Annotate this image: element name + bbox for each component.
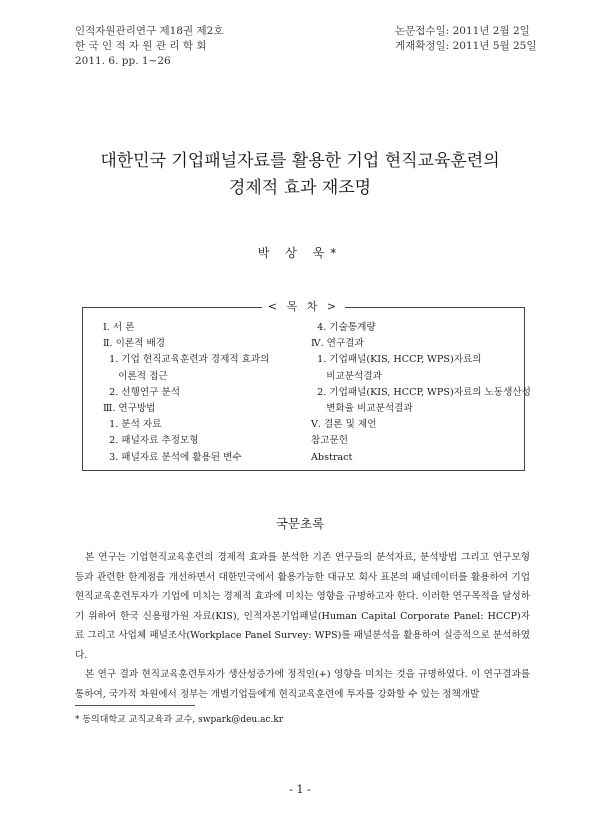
issue-pages: 2011. 6. pp. 1~26	[75, 55, 171, 67]
title-line-1: 대한민국 기업패널자료를 활용한 기업 현직교육훈련의	[100, 151, 500, 171]
toc-item: Abstract	[311, 451, 353, 463]
toc-item: 2. 선행연구 분석	[103, 386, 180, 398]
toc-item: Ⅰ. 서 론	[103, 322, 135, 333]
society-name: 한 국 인 적 자 원 관 리 학 회	[75, 40, 207, 52]
toc-item: 1. 기업 현직교육훈련과 경제적 효과의	[103, 354, 270, 366]
journal-name: 인적자원관리연구 제18권 제2호	[75, 25, 224, 37]
toc-heading: < 목 차 >	[83, 300, 524, 314]
toc-left-column	[103, 320, 313, 466]
accepted-date: 게재확정일: 2011년 5월 25일	[395, 40, 537, 52]
footnote: * 동의대학교 교직교육과 교수, swpark@deu.ac.kr	[75, 715, 284, 725]
paper-title	[0, 148, 600, 202]
abstract-paragraph: 본 연구는 기업현직교육훈련의 경제적 효과를 분석한 기존 연구들의 분석자료, 분석방법 그리고 연구모형 등과 관련한 한계점을 개선하면서 대한민국에서 활용가능한 대규모 회사 표본의 패널데이터를 활용하여 기업 현직교육훈련투자가 기업에 미치는 경제적 효과에 미치는 영향을 규명하고자 한다. 이러한 연구목적을 달성하기 위하여 한국 신용평가원 자료(KIS), 인적자본기업패널(Human Capital Corporate Panel: HCCP)자료 그리고 사업체 패널조사(Workplace Panel Survey: WPS)를 패널분석을 활용하여 실증적으로 분석하였다.	[75, 552, 530, 661]
toc-item: 3. 패널자료 분석에 활용된 변수	[103, 451, 242, 463]
toc-item: Ⅴ. 결론 및 제언	[311, 419, 377, 431]
toc-item: 1. 분석 자료	[103, 419, 162, 431]
page-number: - 1 -	[289, 783, 311, 796]
author-name: 박 상 욱*	[257, 246, 343, 260]
toc-item: 1. 기업패널(KIS, HCCP, WPS)자료의	[311, 354, 482, 366]
abstract-title: 국문초록	[275, 516, 325, 531]
abstract-paragraph: 본 연구 결과 현직교육훈련투자가 생산성증가에 정적인(+) 영향을 미치는 것을 규명하였다. 이 연구결과를 통하여, 국가적 차원에서 정부는 개별기업들에게 현직교육훈련에 투자를 강화할 수 있는 정책개발	[75, 669, 530, 700]
toc-item: 변화율 비교분석결과	[311, 403, 413, 415]
abstract-body	[75, 548, 530, 704]
toc-item: Ⅳ. 연구결과	[311, 338, 364, 350]
received-date: 논문접수일: 2011년 2월 2일	[395, 25, 530, 37]
title-line-2: 경제적 효과 재조명	[228, 178, 372, 198]
toc-right-column	[311, 320, 531, 466]
submission-dates	[395, 24, 536, 54]
toc-item: Ⅲ. 연구방법	[103, 403, 156, 415]
toc-item: 비교분석결과	[311, 370, 382, 382]
journal-info	[75, 24, 223, 69]
toc-item: 2. 패널자료 추정모형	[103, 435, 199, 447]
footnote-divider	[75, 705, 195, 706]
toc-item: 4. 기술통계량	[311, 322, 376, 333]
toc-item: 이론적 접근	[103, 370, 168, 382]
toc-item: 2. 기업패널(KIS, HCCP, WPS)자료의 노동생산성	[311, 386, 531, 398]
toc-item: Ⅱ. 이론적 배경	[103, 338, 166, 350]
table-of-contents	[82, 300, 531, 471]
toc-item: 참고문헌	[311, 435, 349, 447]
